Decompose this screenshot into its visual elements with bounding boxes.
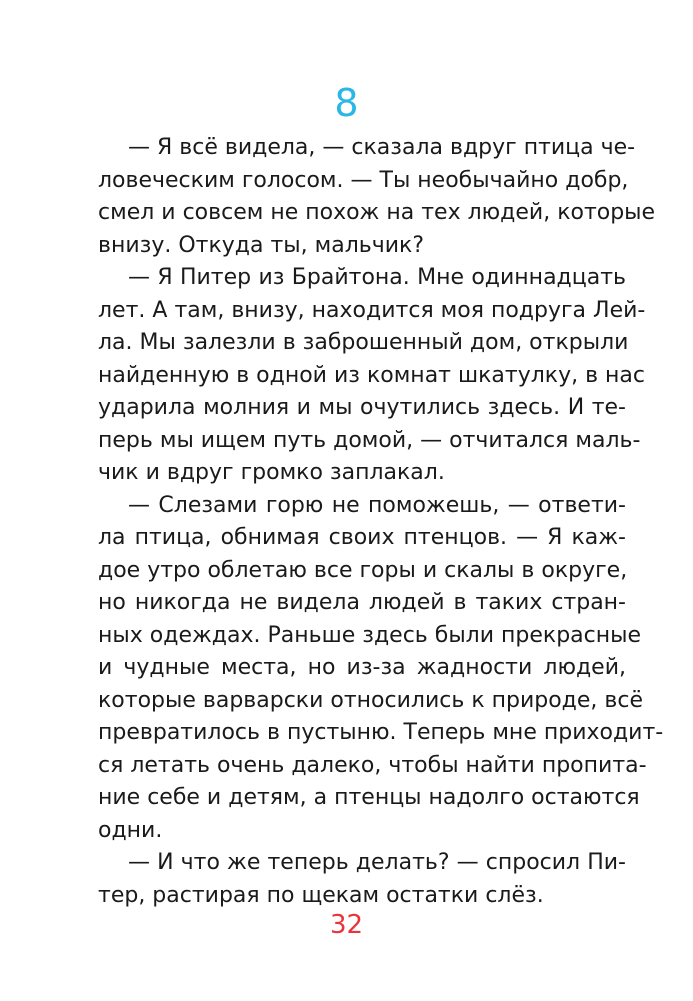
text-line: превратилось в пустыню. Теперь мне приходит- (98, 720, 664, 745)
text-line: чик и вдруг громко заплакал. (98, 460, 445, 485)
text-line: смел и совсем не похож на тех людей, которые (98, 200, 656, 225)
text-line: тер, растирая по щекам остатки слёз. (98, 882, 544, 908)
text-line: — Слезами горю не поможешь, — ответи- (128, 492, 626, 518)
text-line: ударила молния и мы очутились здесь. И те- (98, 395, 626, 420)
text-line: которые варварски относились к природе, всё (98, 687, 643, 713)
text-line: но никогда не видела людей в таких стран- (98, 590, 626, 615)
text-line: найденную в одной из комнат шкатулку, в нас (98, 362, 645, 388)
text-line: ла птица, обнимая своих птенцов. — Я каж- (98, 525, 626, 550)
text-line: ных одеждах. Раньше здесь были прекрасные (98, 622, 642, 648)
text-line: — Я Питер из Брайтона. Мне одиннадцать (128, 265, 626, 290)
chapter-number: 8 (334, 81, 359, 125)
text-line: — И что же теперь делать? — спросил Пи- (128, 850, 626, 875)
text-line: — Я всё видела, — сказала вдруг птица че- (128, 135, 636, 160)
text-line: перь мы ищем путь домой, — отчитался маль- (98, 427, 641, 453)
text-line: ла. Мы залезли в заброшенный дом, открыли (98, 330, 629, 355)
body-text (98, 132, 664, 912)
text-line: лет. А там, внизу, находится моя подруга Лей- (98, 297, 646, 323)
text-line: ся летать очень далеко, чтобы найти пропита- (98, 752, 647, 778)
text-line: ние себе и детям, а птенцы надолго остаются (98, 785, 640, 810)
text-line: дое утро облетаю все горы и скалы в округе, (98, 557, 628, 583)
page-number: 32 (329, 910, 364, 940)
text-line: и чудные места, но из-за жадности людей, (98, 655, 626, 680)
text-line: внизу. Откуда ты, мальчик? (98, 232, 425, 258)
text-line: одни. (98, 817, 163, 843)
text-line: ловеческим голосом. — Ты необычайно добр, (98, 167, 629, 193)
